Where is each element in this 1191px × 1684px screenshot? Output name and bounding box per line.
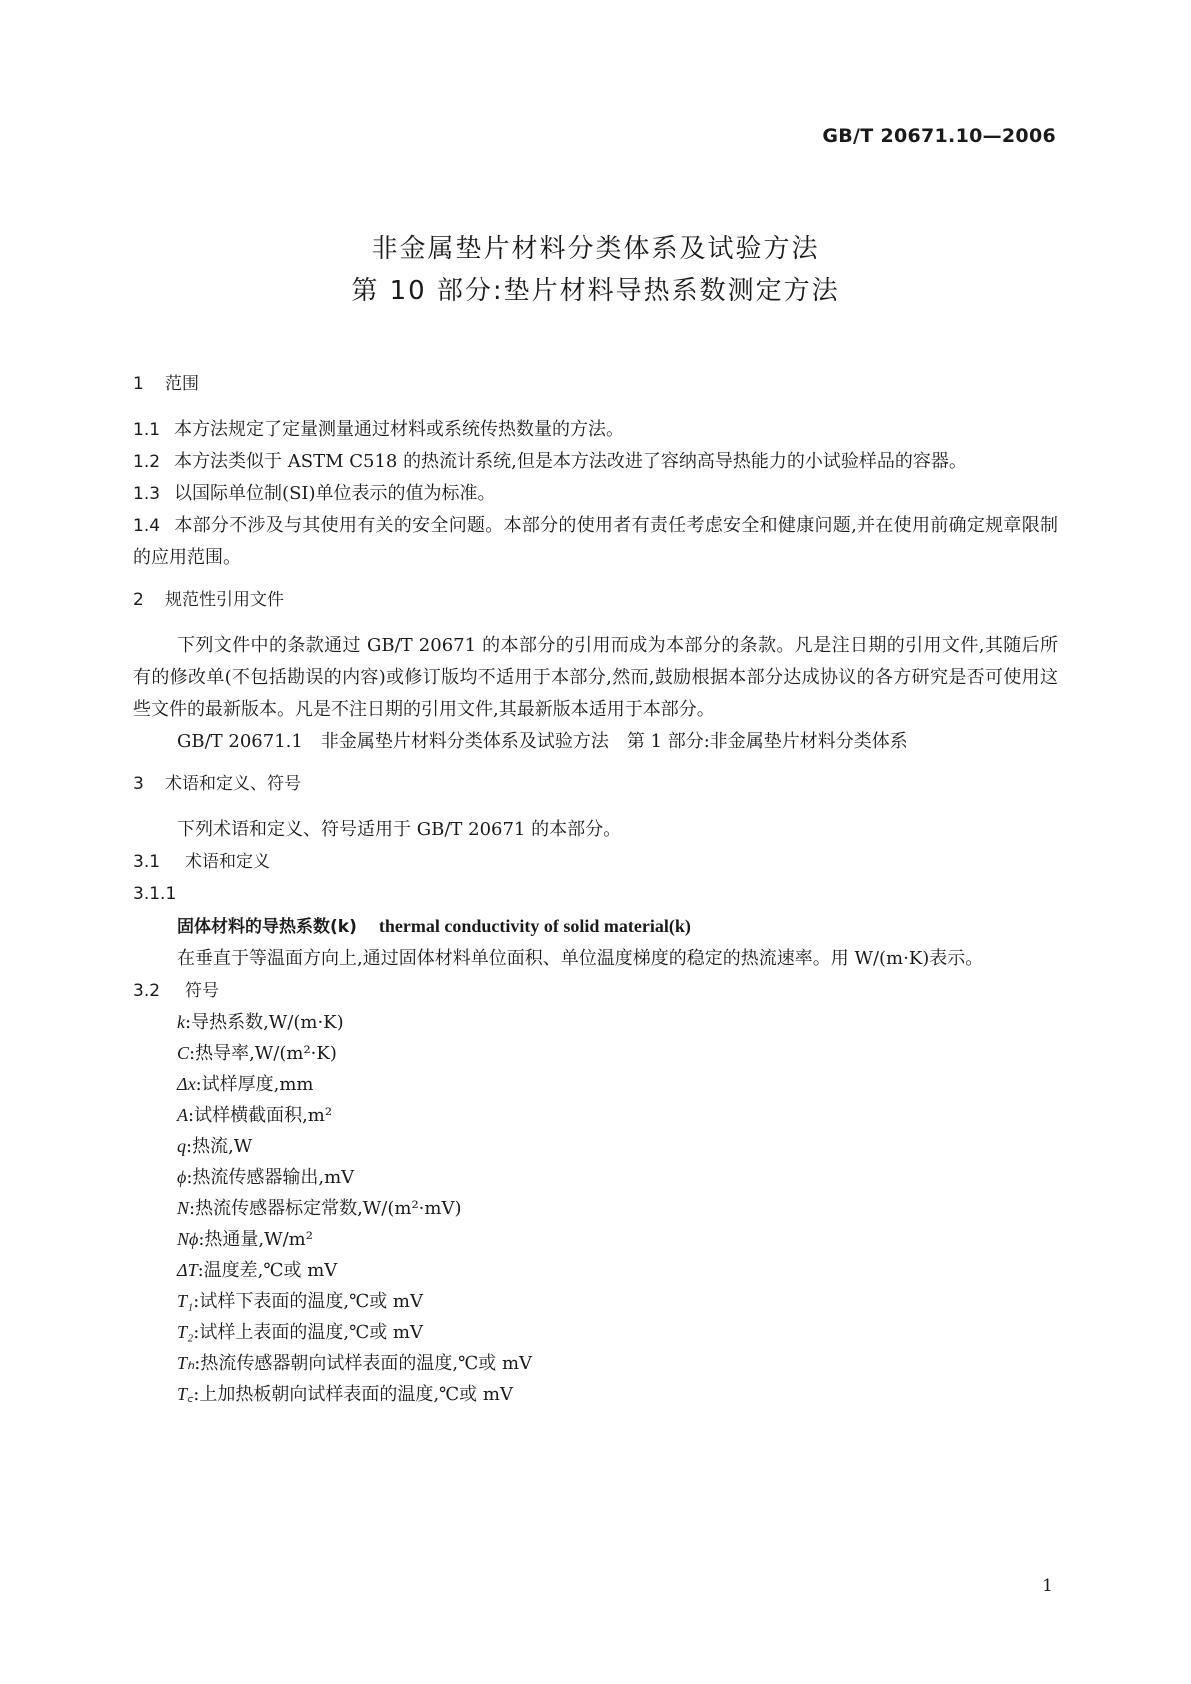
term-definition: 在垂直于等温面方向上,通过固体材料单位面积、单位温度梯度的稳定的热流速率。用 W/(m·K)表示。 (177, 948, 984, 969)
terms-intro: 下列术语和定义、符号适用于 GB/T 20671 的本部分。 (177, 819, 622, 840)
symbol: Δx (177, 1074, 196, 1094)
symbol: ϕ (177, 1167, 187, 1187)
symbol-description: :热导率,W/(m²·K) (189, 1043, 337, 1064)
symbol-description: :上加热板朝向试样表面的温度,℃或 mV (193, 1384, 513, 1405)
symbol-list (133, 1007, 1058, 1410)
clause-number: 1.2 (133, 452, 161, 472)
symbol-item (133, 1286, 1058, 1317)
subsection-3-2 (133, 975, 1058, 1007)
subsection-title: 符号 (185, 981, 219, 1001)
symbol-description: :试样上表面的温度,℃或 mV (193, 1322, 423, 1343)
clause-text: 以国际单位制(SI)单位表示的值为标准。 (174, 483, 496, 504)
symbol: A (177, 1105, 188, 1125)
document-title (0, 228, 1191, 312)
symbol-description: :热流,W (186, 1136, 253, 1157)
symbol-item (133, 1162, 1058, 1193)
symbol-description: :热通量,W/m² (198, 1229, 313, 1250)
symbol-item (133, 1193, 1058, 1224)
subsection-3-1 (133, 846, 1058, 878)
symbol-description: :试样下表面的温度,℃或 mV (193, 1291, 423, 1312)
section-heading-normative-references (133, 588, 1058, 612)
document-body (133, 372, 1058, 1410)
symbol: T₁ (177, 1291, 194, 1311)
symbol-item (133, 1131, 1058, 1162)
section-number: 2 (133, 590, 144, 610)
symbol-description: :热流传感器输出,mV (186, 1167, 355, 1188)
symbol-description: :热流传感器朝向试样表面的温度,℃或 mV (194, 1353, 533, 1374)
symbol-item (133, 1100, 1058, 1131)
symbol-item (133, 1255, 1058, 1286)
symbol: T₂ (177, 1322, 194, 1342)
symbol: Nϕ (177, 1229, 199, 1249)
term-chinese: 固体材料的导热系数(k) (177, 917, 357, 937)
symbol-item (133, 1038, 1058, 1069)
subsection-title: 术语和定义 (185, 852, 270, 872)
symbol-item (133, 1317, 1058, 1348)
subsection-number: 3.1.1 (133, 884, 177, 904)
clause-1-3 (133, 478, 1058, 510)
clause-number: 1.3 (133, 484, 161, 504)
symbol-item (133, 1348, 1058, 1379)
symbol-description: :导热系数,W/(m·K) (185, 1012, 344, 1033)
clause-1-4 (133, 510, 1058, 574)
document-code: GB/T 20671.10—2006 (822, 125, 1056, 147)
section-title: 规范性引用文件 (165, 590, 284, 610)
clause-text: 本方法类似于 ASTM C518 的热流计系统,但是本方法改进了容纳高导热能力的小试验样品的容器。 (174, 451, 967, 472)
section-heading-scope (133, 372, 1058, 396)
reference-item: GB/T 20671.1 非金属垫片材料分类体系及试验方法 第 1 部分:非金属垫片材料分类体系 (177, 731, 908, 752)
symbol: N (177, 1198, 190, 1218)
clause-text: 本方法规定了定量测量通过材料或系统传热数量的方法。 (174, 419, 625, 440)
symbol: Tₕ (177, 1353, 195, 1373)
symbol-item (133, 1007, 1058, 1038)
symbol-description: :试样横截面积,m² (188, 1105, 333, 1126)
symbol-item (133, 1224, 1058, 1255)
section-title: 范围 (165, 374, 199, 394)
symbol: q (177, 1136, 186, 1156)
clause-number: 1.4 (133, 516, 161, 536)
subsection-number: 3.2 (133, 981, 161, 1001)
clause-1-1 (133, 414, 1058, 446)
title-line-1: 非金属垫片材料分类体系及试验方法 (371, 234, 820, 264)
symbol-description: :热流传感器标定常数,W/(m²·mV) (189, 1198, 462, 1219)
symbol-description: :温度差,℃或 mV (197, 1260, 338, 1281)
clause-number: 1.1 (133, 420, 161, 440)
page-number: 1 (1042, 1576, 1053, 1596)
section-heading-terms-symbols (133, 772, 1058, 796)
title-line-2: 第 10 部分:垫片材料导热系数测定方法 (351, 276, 840, 306)
symbol-description: :试样厚度,mm (195, 1074, 314, 1095)
section-number: 1 (133, 374, 144, 394)
references-paragraph: 下列文件中的条款通过 GB/T 20671 的本部分的引用而成为本部分的条款。凡是注日期的引用文件,其随后所有的修改单(不包括勘误的内容)或修订版均不适用于本部分,然而,鼓励根据本部分达成协议的各方研究是否可使用这些文件的最新版本。凡是不注日期的引用文件,其最新版本适用于本部分。 (133, 635, 1058, 720)
term-entry (133, 910, 1058, 943)
section-title: 术语和定义、符号 (165, 774, 301, 794)
symbol: k (177, 1012, 185, 1032)
symbol: C (177, 1043, 190, 1063)
term-english: thermal conductivity of solid material(k) (378, 916, 691, 936)
symbol-item (133, 1069, 1058, 1100)
clause-text: 本部分不涉及与其使用有关的安全问题。本部分的使用者有责任考虑安全和健康问题,并在使用前确定规章限制的应用范围。 (133, 515, 1058, 568)
symbol: T꜀ (177, 1384, 194, 1404)
subsection-number: 3.1 (133, 852, 161, 872)
symbol: ΔT (177, 1260, 198, 1280)
subsection-3-1-1 (133, 878, 1058, 910)
clause-1-2 (133, 446, 1058, 478)
symbol-item (133, 1379, 1058, 1410)
section-number: 3 (133, 774, 144, 794)
